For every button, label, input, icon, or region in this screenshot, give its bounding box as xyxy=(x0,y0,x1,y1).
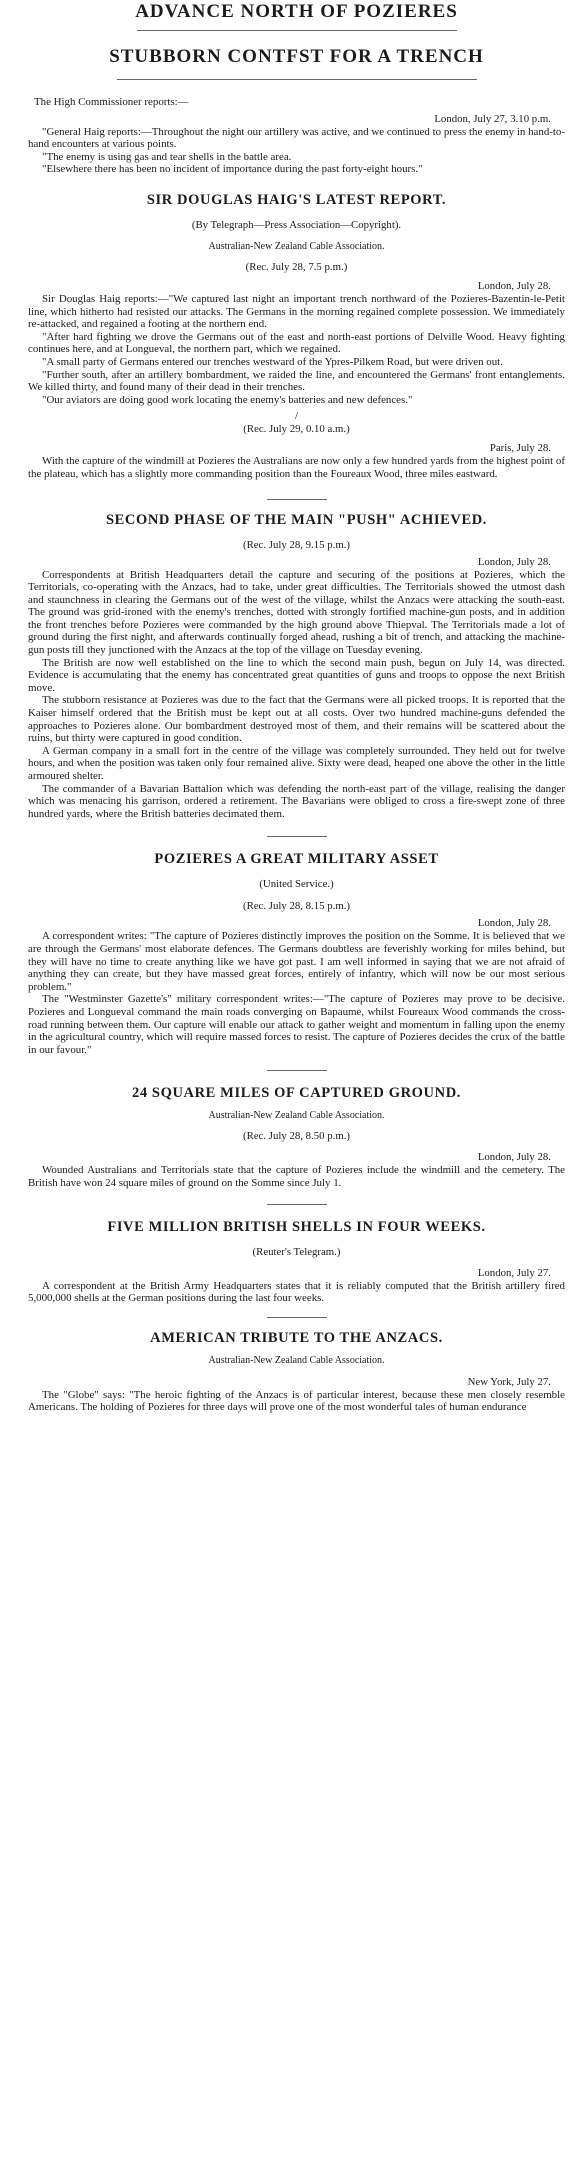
paragraph: "The enemy is using gas and tear shells in the battle area. xyxy=(42,150,292,163)
paragraph: Correspondents at British Headquarters detail the capture and securing of the positions at Pozieres, which the Territorials, co-operating with the Anzacs, had to take, under great difficulties. The Territorials showed the utmost dash and staunchness in clearing the Germans out of the west of the village, whilst the Anzacs were attacking the south-east. The ground was grid-ironed with the enemy's trenches, dotted with strongly fortified machine-gun posts, and in addition the front trenches before Pozieres were commanded by the high ground above Thiepval. The Territorials made a lot of ground during the first night, and afterwards continually forged ahead, rushing a bit of trench, and attacking the machine-gun posts till they junctioned with the Anzacs at the top of the village on Tuesday evening. xyxy=(28,568,565,657)
dateline: London, July 27, 3.10 p.m. xyxy=(434,112,551,125)
paragraph: "Further south, after an artillery bombardment, we raided the line, and encountered the Germans' front entanglements. We killed thirty, and found many of their dead in their trenches. xyxy=(28,368,565,394)
received-line: (Rec. July 28, 8.50 p.m.) xyxy=(242,1130,351,1143)
headline: SECOND PHASE OF THE MAIN "PUSH" ACHIEVED. xyxy=(105,511,488,528)
paragraph: A correspondent writes: "The capture of Pozieres distinctly improves the position on the Somme. It is believed that we are through the Germans' most elaborate defences. The Germans doubtless are feverishly working for miles behind, but they will have no time to create anything like we have got past. I am well informed in saying that we are not afraid of anything they can create, but they have massed great forces, entirely of infantry, which will now be our most serious problem." xyxy=(28,930,565,993)
article-second-phase xyxy=(28,499,565,821)
dateline: London, July 27. xyxy=(477,1266,551,1279)
dateline: London, July 28. xyxy=(477,555,551,568)
dateline: London, July 28. xyxy=(477,917,551,930)
paragraph: A German company in a small fort in the centre of the village was completely surrounded. They held out for twelve hours, and when the position was taken only four remained alive. Sixty were dead, heaped one above the other in the little armoured shelter. xyxy=(28,744,565,782)
agency-line: Australian-New Zealand Cable Association. xyxy=(208,240,385,252)
article-captured-ground xyxy=(28,1070,565,1189)
divider xyxy=(117,79,477,80)
headline: 24 SQUARE MILES OF CAPTURED GROUND. xyxy=(131,1085,461,1102)
divider xyxy=(267,1204,327,1205)
received-line: (Rec. July 28, 9.15 p.m.) xyxy=(242,538,351,551)
headline: POZIERES A GREAT MILITARY ASSET xyxy=(154,851,439,868)
article-advance-north xyxy=(28,0,565,176)
dateline: New York, July 27. xyxy=(467,1375,551,1388)
divider xyxy=(267,499,327,500)
divider xyxy=(137,30,457,31)
headline: SIR DOUGLAS HAIG'S LATEST REPORT. xyxy=(146,191,447,208)
paragraph: "Elsewhere there has been no incident of importance during the past forty-eight hours." xyxy=(42,163,423,176)
paragraph: The "Globe" says: "The heroic fighting of the Anzacs is of particular interest, because these men closely resemble Americans. The holding of Pozieres for three days will prove one of the most wonderful tales of human endurance xyxy=(28,1388,565,1414)
paragraph: The British are now well established on the line to which the second main push, begun on July 14, was directed. Evidence is accumulating that the enemy has concentrated great quantities of guns and troops to oppose the next British move. xyxy=(28,656,565,694)
paragraph: "After hard fighting we drove the Germans out of the east and north-east portions of Delville Wood. Heavy fighting continues here, and at Longueval, the northern part, which we regained. xyxy=(28,330,565,356)
divider xyxy=(267,1317,327,1318)
dateline: London, July 28. xyxy=(477,1151,551,1164)
headline: FIVE MILLION BRITISH SHELLS IN FOUR WEEKS. xyxy=(107,1218,486,1235)
divider xyxy=(267,836,327,837)
byline: (By Telegraph—Press Association—Copyright). xyxy=(191,218,402,231)
headline: AMERICAN TRIBUTE TO THE ANZACS. xyxy=(150,1329,443,1346)
headline: ADVANCE NORTH OF POZIERES xyxy=(135,1,458,22)
source-line: (Reuter's Telegram.) xyxy=(252,1245,341,1258)
paragraph: "A small party of Germans entered our trenches westward of the Ypres-Pilkem Road, but were driven out. xyxy=(42,355,503,368)
received-line: (Rec. July 28, 7.5 p.m.) xyxy=(245,260,348,273)
paragraph: A correspondent at the British Army Headquarters states that it is reliably computed that the British artillery fired 5,000,000 shells at the German positions during the last four weeks. xyxy=(28,1279,565,1305)
paragraph: "Our aviators are doing good work locating the enemy's batteries and new defences." xyxy=(42,393,413,406)
paragraph: The stubborn resistance at Pozieres was due to the fact that the Germans were all picked troops. It is reported that the Kaiser himself ordered that the British must be kept out at all costs. Over two hundred machine-guns defended the approaches to Pozieres alone. Our bombardment destroyed most of them, and their remains will be scattered about the ruins, but thirty were captured in good condition. xyxy=(28,694,565,745)
subheadline: STUBBORN CONTFST FOR A TRENCH xyxy=(109,46,484,67)
article-five-million-shells xyxy=(28,1204,565,1305)
dateline: Paris, July 28. xyxy=(489,442,551,455)
paragraph: Sir Douglas Haig reports:—"We captured last night an important trench northward of the Pozieres-Bazentin-le-Petit line, which hitherto had resisted our attacks. The Germans in the morning regained complete possession. We immediately re-attacked, and regained a footing at the northern end. xyxy=(28,292,565,331)
article-military-asset xyxy=(28,836,565,1056)
agency-line: Australian-New Zealand Cable Association. xyxy=(208,1354,385,1366)
divider xyxy=(267,1070,327,1071)
source-line: (United Service.) xyxy=(259,878,334,891)
paragraph: The "Westminster Gazette's" military correspondent writes:—"The capture of Pozieres may prove to be decisive. Pozieres and Longueval command the main roads converging on Bapaume, whilst Foureaux Wood commands the cross-road running between them. Our capture will enable our attack to gather weight and momentum in falling upon the enemy in the agricultural country, which will require massed forces to resist. The capture of Pozieres decides the crux of the battle in our favour." xyxy=(28,993,565,1056)
agency-line: Australian-New Zealand Cable Association. xyxy=(208,1110,385,1122)
dateline: London, July 28. xyxy=(477,279,551,292)
article-american-tribute xyxy=(28,1317,565,1414)
received-line: (Rec. July 28, 8.15 p.m.) xyxy=(242,900,351,913)
received-line: (Rec. July 29, 0.10 a.m.) xyxy=(243,423,350,436)
article-haig-report xyxy=(28,190,565,481)
paragraph: Wounded Australians and Territorials state that the capture of Pozieres include the windmill and the cemetery. The British have won 24 square miles of ground on the Somme since July 1. xyxy=(28,1164,565,1189)
paragraph: "General Haig reports:—Throughout the night our artillery was active, and we continued to press the enemy in hand-to-hand encounters at various points. xyxy=(28,125,565,151)
intro-line: The High Commissioner reports:— xyxy=(34,96,189,108)
separator-mark: / xyxy=(294,410,299,423)
paragraph: The commander of a Bavarian Battalion which was defending the north-east part of the village, realising the danger which was menacing his garrison, ordered a retirement. The Bavarians were obliged to cross a fire-swept zone of three hundred yards, where the British batteries decimated them. xyxy=(28,782,565,820)
paragraph: With the capture of the windmill at Pozieres the Australians are now only a few hundred yards from the highest point of the plateau, which has a slightly more commanding position than the Foureaux Wood, three miles eastward. xyxy=(28,455,565,480)
